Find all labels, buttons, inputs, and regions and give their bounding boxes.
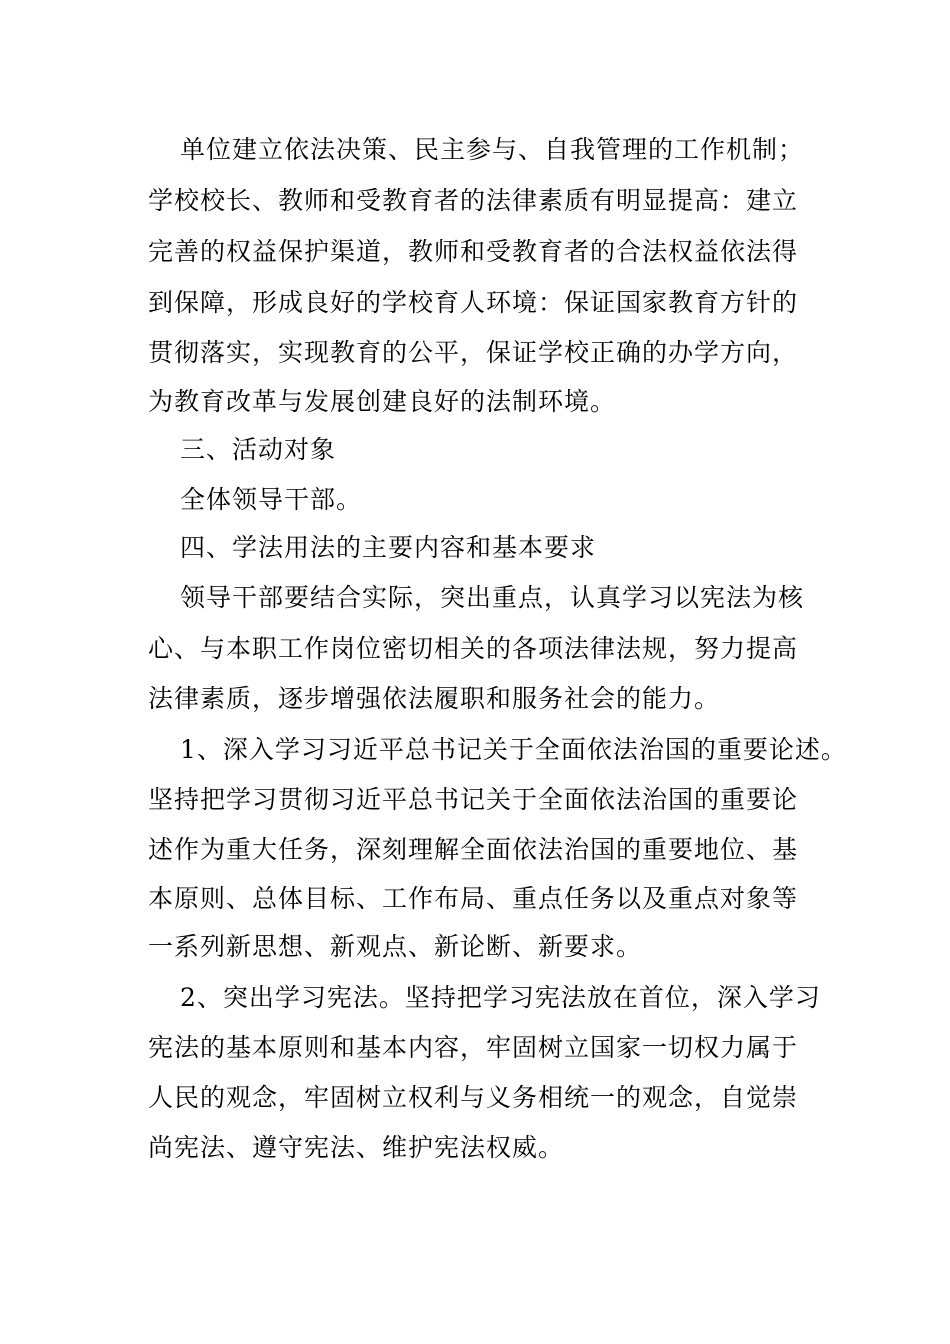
text-line: 述作为重大任务，深刻理解全面依法治国的重要地位、基 [148, 835, 799, 864]
text-line: 人民的观念，牢固树立权利与义务相统一的观念，自觉崇 [148, 1083, 799, 1112]
text-line: 完善的权益保护渠道，教师和受教育者的合法权益依法得 [148, 237, 799, 266]
text-line: 1、深入学习习近平总书记关于全面依法治国的重要论述。 [180, 735, 847, 764]
text-line: 单位建立依法决策、民主参与、自我管理的工作机制； [180, 135, 805, 164]
section-heading: 四、学法用法的主要内容和基本要求 [180, 533, 597, 562]
text-line: 到保障，形成良好的学校育人环境：保证国家教育方针的 [148, 288, 799, 317]
text-line: 学校校长、教师和受教育者的法律素质有明显提高：建立 [148, 186, 799, 215]
text-line: 宪法的基本原则和基本内容，牢固树立国家一切权力属于 [148, 1033, 799, 1062]
section-heading: 三、活动对象 [180, 435, 337, 464]
text-line: 为教育改革与发展创建良好的法制环境。 [148, 387, 617, 416]
text-line: 领导干部要结合实际，突出重点，认真学习以宪法为核 [180, 583, 805, 612]
text-line: 心、与本职工作岗位密切相关的各项法律法规，努力提高 [148, 634, 799, 663]
text-line: 本原则、总体目标、工作布局、重点任务以及重点对象等 [148, 884, 799, 913]
text-line: 坚持把学习贯彻习近平总书记关于全面依法治国的重要论 [148, 785, 799, 814]
text-line: 尚宪法、遵守宪法、维护宪法权威。 [148, 1133, 565, 1162]
text-line: 法律素质，逐步增强依法履职和服务社会的能力。 [148, 684, 721, 713]
text-line: 2、突出学习宪法。坚持把学习宪法放在首位，深入学习 [180, 983, 821, 1012]
text-line: 全体领导干部。 [180, 485, 363, 514]
text-line: 贯彻落实，实现教育的公平，保证学校正确的办学方向， [148, 338, 799, 367]
text-line: 一系列新思想、新观点、新论断、新要求。 [148, 932, 643, 961]
